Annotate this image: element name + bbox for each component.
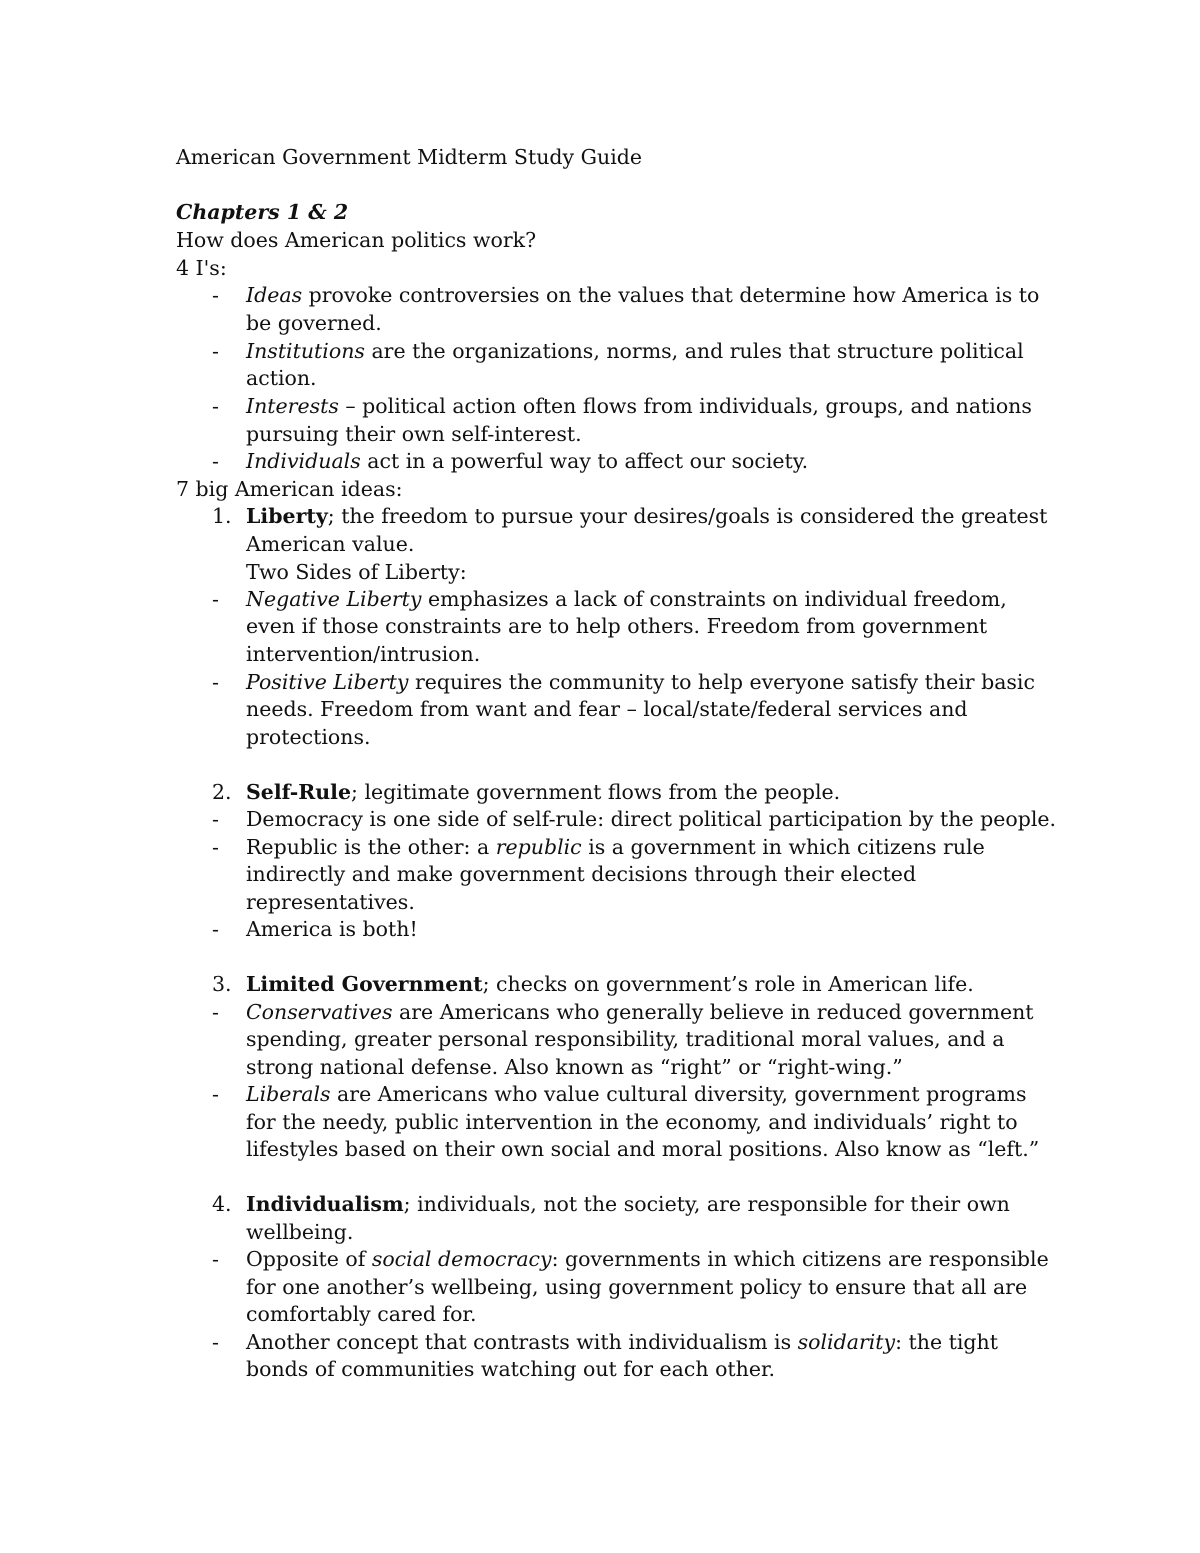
four-is-label: 4 I's: (176, 256, 227, 280)
term: social democracy (371, 1247, 552, 1271)
bullet-dash: - (212, 394, 219, 418)
bullet-dash: - (212, 449, 219, 473)
seven-ideas-label: 7 big American ideas: (176, 477, 403, 501)
item-text: requires the community to help everyone satisfy their basic (408, 670, 1035, 694)
item-text-cont: intervention/intrusion. (246, 642, 481, 666)
term: republic (495, 835, 582, 859)
bullet-dash: - (212, 917, 219, 941)
item-text-cont: even if those constraints are to help others. Freedom from government (246, 614, 988, 638)
item-text: are Americans who value cultural diversity, government programs (330, 1082, 1027, 1106)
item-text-cont: bonds of communities watching out for each other. (246, 1357, 776, 1381)
term: Liberals (246, 1082, 331, 1106)
list-item (246, 1245, 1049, 1273)
item-text: emphasizes a lack of constraints on individual freedom, (421, 587, 1007, 611)
list-item: Democracy is one side of self-rule: direct political participation by the people. (246, 807, 1057, 831)
item-text: : governments in which citizens are responsible (551, 1247, 1049, 1271)
term: Positive Liberty (246, 670, 409, 694)
list-item (246, 1080, 1026, 1108)
item-text-cont: be governed. (246, 311, 382, 335)
term: Interests (246, 394, 339, 418)
item-text: ; checks on government’s role in American life. (482, 972, 974, 996)
list-item (246, 392, 1032, 420)
list-item (246, 998, 1034, 1026)
item-text: are the organizations, norms, and rules that structure political (364, 339, 1024, 363)
section-heading: Chapters 1 & 2 (176, 200, 349, 224)
item-text: is a government in which citizens rule (581, 835, 985, 859)
list-number: 1. (212, 504, 232, 528)
list-item (246, 833, 985, 861)
item-text: Opposite of (246, 1247, 372, 1271)
subheading: Two Sides of Liberty: (246, 560, 467, 584)
list-number: 4. (212, 1192, 232, 1216)
term: Negative Liberty (246, 587, 422, 611)
item-text-cont: comfortably cared for. (246, 1302, 477, 1326)
list-item (246, 1328, 998, 1356)
item-text-cont: indirectly and make government decisions through their elected (246, 862, 917, 886)
item-text-cont: for the needy, public intervention in the economy, and individuals’ right to (246, 1110, 1018, 1134)
item-text-cont: representatives. (246, 890, 415, 914)
term: Self-Rule (246, 780, 352, 804)
document-title: American Government Midterm Study Guide (176, 145, 643, 169)
item-text: : the tight (895, 1330, 998, 1354)
list-item (246, 1190, 1010, 1218)
item-text-cont: lifestyles based on their own social and moral positions. Also know as “left.” (246, 1137, 1040, 1161)
list-item (246, 502, 1047, 530)
list-number: 2. (212, 780, 232, 804)
term: Liberty (246, 504, 328, 528)
list-item: America is both! (246, 917, 418, 941)
list-item (246, 281, 1039, 309)
item-text: ; legitimate government flows from the people. (351, 780, 841, 804)
bullet-dash: - (212, 1000, 219, 1024)
item-text: Another concept that contrasts with individualism is (246, 1330, 798, 1354)
item-text: – political action often flows from individuals, groups, and nations (338, 394, 1032, 418)
item-text: act in a powerful way to affect our society. (360, 449, 809, 473)
term: Individualism (246, 1192, 404, 1216)
term: Limited Government (246, 972, 483, 996)
item-text-cont: action. (246, 366, 317, 390)
bullet-dash: - (212, 587, 219, 611)
list-item (246, 337, 1024, 365)
bullet-dash: - (212, 1082, 219, 1106)
bullet-dash: - (212, 835, 219, 859)
list-item (246, 970, 974, 998)
item-text-cont: pursuing their own self-interest. (246, 422, 582, 446)
item-text-cont: protections. (246, 725, 371, 749)
item-text: provoke controversies on the values that determine how America is to (302, 283, 1040, 307)
bullet-dash: - (212, 1330, 219, 1354)
item-text: ; individuals, not the society, are responsible for their own (403, 1192, 1010, 1216)
item-text-cont: wellbeing. (246, 1220, 354, 1244)
section-question: How does American politics work? (176, 228, 537, 252)
item-text-cont: American value. (246, 532, 415, 556)
bullet-dash: - (212, 807, 219, 831)
term: Ideas (246, 283, 303, 307)
term: Conservatives (246, 1000, 393, 1024)
list-item (246, 668, 1035, 696)
item-text-cont: spending, greater personal responsibility, traditional moral values, and a (246, 1027, 1005, 1051)
list-item (246, 447, 808, 475)
bullet-dash: - (212, 339, 219, 363)
item-text-cont: strong national defense. Also known as “right” or “right-wing.” (246, 1055, 903, 1079)
list-number: 3. (212, 972, 232, 996)
item-text: Republic is the other: a (246, 835, 496, 859)
list-item (246, 585, 1007, 613)
item-text: are Americans who generally believe in reduced government (392, 1000, 1034, 1024)
item-text-cont: for one another’s wellbeing, using government policy to ensure that all are (246, 1275, 1028, 1299)
item-text-cont: needs. Freedom from want and fear – local/state/federal services and (246, 697, 968, 721)
bullet-dash: - (212, 283, 219, 307)
term: Individuals (246, 449, 361, 473)
bullet-dash: - (212, 670, 219, 694)
bullet-dash: - (212, 1247, 219, 1271)
term: solidarity (797, 1330, 896, 1354)
term: Institutions (246, 339, 365, 363)
list-item (246, 778, 840, 806)
item-text: ; the freedom to pursue your desires/goals is considered the greatest (327, 504, 1048, 528)
